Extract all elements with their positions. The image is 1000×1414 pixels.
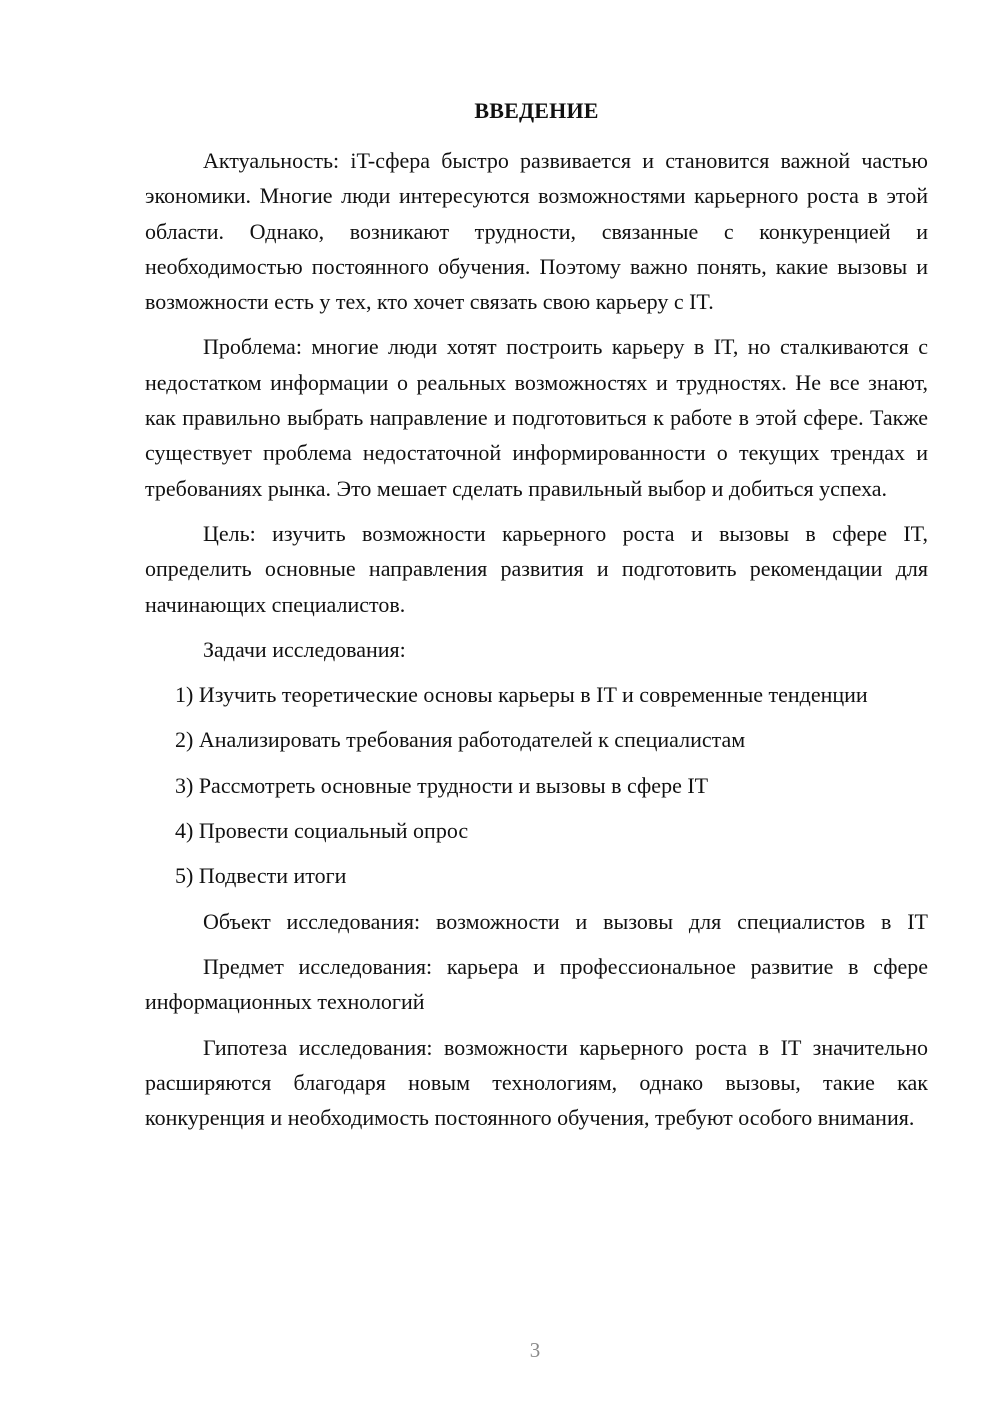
- page-heading: ВВЕДЕНИЕ: [474, 98, 599, 123]
- paragraph-hypothesis: Гипотеза исследования: возможности карьерного роста в IT значительно расширяются благодаря новым технологиям, однако вызовы, такие как конкуренция и необходимость постоянного обучения, требуют особого внимания.: [145, 1034, 928, 1131]
- page-content: [145, 93, 928, 1145]
- paragraph-problem: Проблема: многие люди хотят построить карьеру в IT, но сталкиваются с недостатком информации о реальных возможностях и трудностях. Не все знают, как правильно выбрать направление и подготовиться к работе в этой сфере. Также существует проблема недостаточной информированности о текущих трендах и требованиях рынка. Это мешает сделать правильный выбор и добиться успеха.: [145, 334, 928, 501]
- paragraph-object: Объект исследования: возможности и вызовы для специалистов в IT: [203, 908, 928, 934]
- paragraph-goal: Цель: изучить возможности карьерного роста и вызовы в сфере IT, определить основные направления развития и подготовить рекомендации для начинающих специалистов.: [145, 520, 928, 617]
- task-item-2: 2) Анализировать требования работодателей к специалистам: [175, 727, 746, 753]
- paragraph-relevance: Актуальность: iT-сфера быстро развивается и становится важной частью экономики. Многие люди интересуются возможностями карьерного роста в этой области. Однако, возникают трудности, связанные с конкуренцией и необходимостью постоянного обучения. Поэтому важно понять, какие вызовы и возможности есть у тех, кто хочет связать свою карьеру с IT.: [145, 148, 928, 315]
- task-item-3: 3) Рассмотреть основные трудности и вызовы в сфере IT: [175, 772, 709, 798]
- task-item-1: 1) Изучить теоретические основы карьеры в IT и современные тенденции: [175, 682, 868, 708]
- paragraph-subject: Предмет исследования: карьера и профессиональное развитие в сфере информационных технологий: [145, 953, 928, 1015]
- task-item-5: 5) Подвести итоги: [175, 863, 347, 889]
- task-item-4: 4) Провести социальный опрос: [175, 818, 469, 844]
- page-number: 3: [529, 1338, 541, 1362]
- paragraph-tasks-label: Задачи исследования:: [203, 636, 406, 662]
